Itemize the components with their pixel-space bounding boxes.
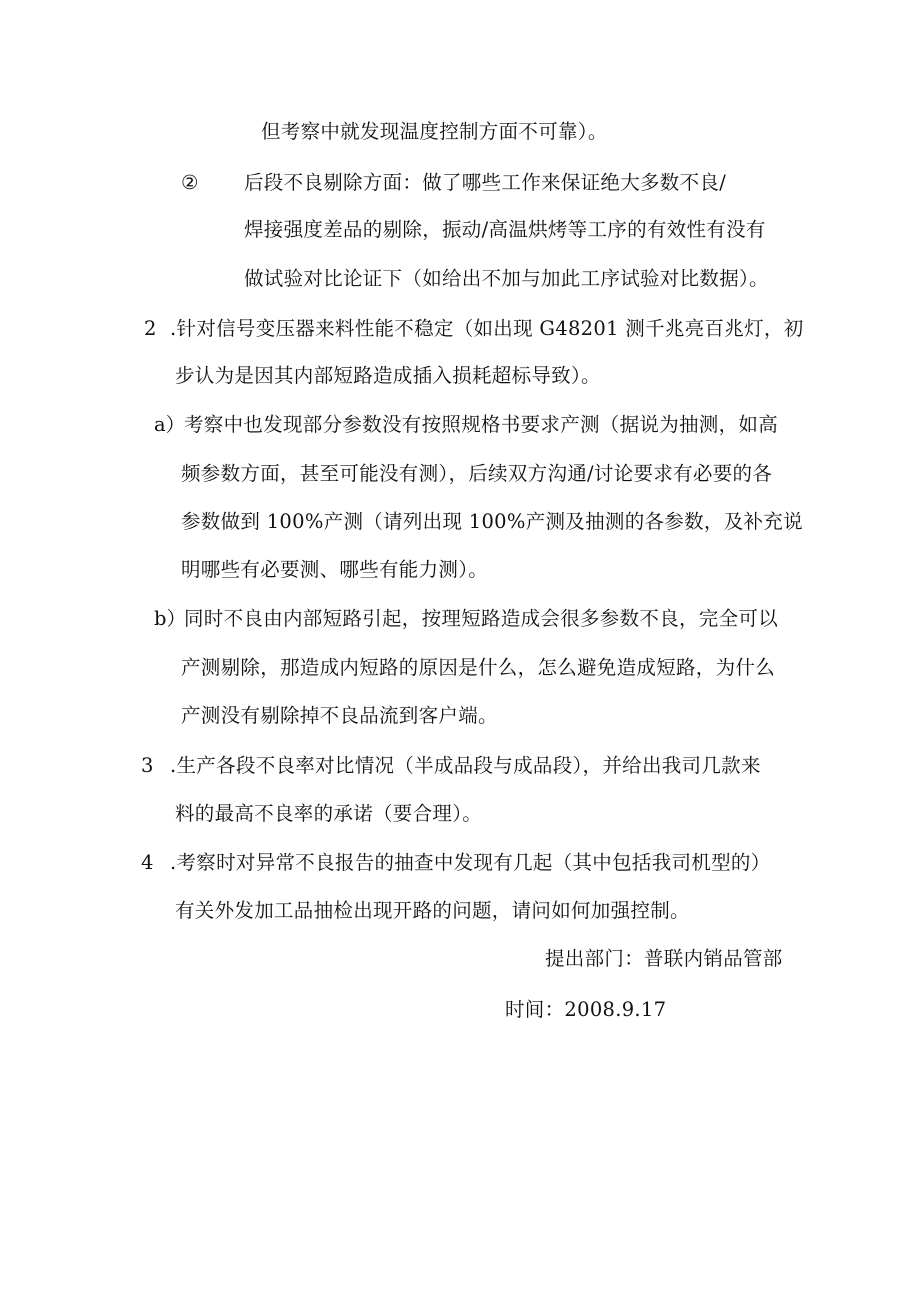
section-number: 2 — [144, 317, 157, 340]
paragraph-line: .生产各段不良率对比情况（半成品段与成品段），并给出我司几款来 — [170, 754, 761, 777]
paragraph-line: 有关外发加工品抽检出现开路的问题，请问如何加强控制。 — [175, 899, 690, 922]
section-number: 4 — [141, 851, 154, 874]
paragraph-line: 频参数方面，甚至可能没有测），后续双方沟通/讨论要求有必要的各 — [181, 462, 773, 485]
paragraph-line: 后段不良剔除方面：做了哪些工作来保证绝大多数不良/ — [244, 171, 727, 194]
paragraph-line: 焊接强度差品的剔除，振动/高温烘烤等工序的有效性有没有 — [244, 218, 766, 241]
paragraph-line: 考察中也发现部分参数没有按照规格书要求产测（据说为抽测，如高 — [184, 413, 779, 436]
footer-date: 时间：2008.9.17 — [505, 998, 667, 1021]
paragraph-line: 同时不良由内部短路引起，按理短路造成会很多参数不良，完全可以 — [184, 607, 779, 630]
paragraph-line: 产测剔除，那造成内短路的原因是什么，怎么避免造成短路，为什么 — [181, 656, 776, 679]
paragraph-line: 产测没有剔除掉不良品流到客户端。 — [181, 704, 498, 727]
paragraph-line: .针对信号变压器来料性能不稳定（如出现 G48201 测千兆亮百兆灯，初 — [170, 317, 804, 340]
paragraph-line: 做试验对比论证下（如给出不加与加此工序试验对比数据）。 — [244, 267, 769, 290]
paragraph-line: .考察时对异常不良报告的抽查中发现有几起（其中包括我司机型的） — [170, 851, 771, 874]
paragraph-line: 但考察中就发现温度控制方面不可靠）。 — [261, 120, 608, 143]
footer-department: 提出部门：普联内销品管部 — [545, 947, 783, 970]
sub-item-marker: a） — [154, 413, 186, 436]
paragraph-line: 步认为是因其内部短路造成插入损耗超标导致）。 — [175, 364, 601, 387]
item-marker: ② — [181, 171, 199, 194]
section-number: 3 — [141, 754, 154, 777]
paragraph-line: 料的最高不良率的承诺（要合理）。 — [175, 802, 483, 825]
sub-item-marker: b） — [154, 607, 186, 630]
paragraph-line: 明哪些有必要测、哪些有能力测）。 — [181, 558, 489, 581]
paragraph-line: 参数做到 100%产测（请列出现 100%产测及抽测的各参数，及补充说 — [181, 510, 803, 533]
